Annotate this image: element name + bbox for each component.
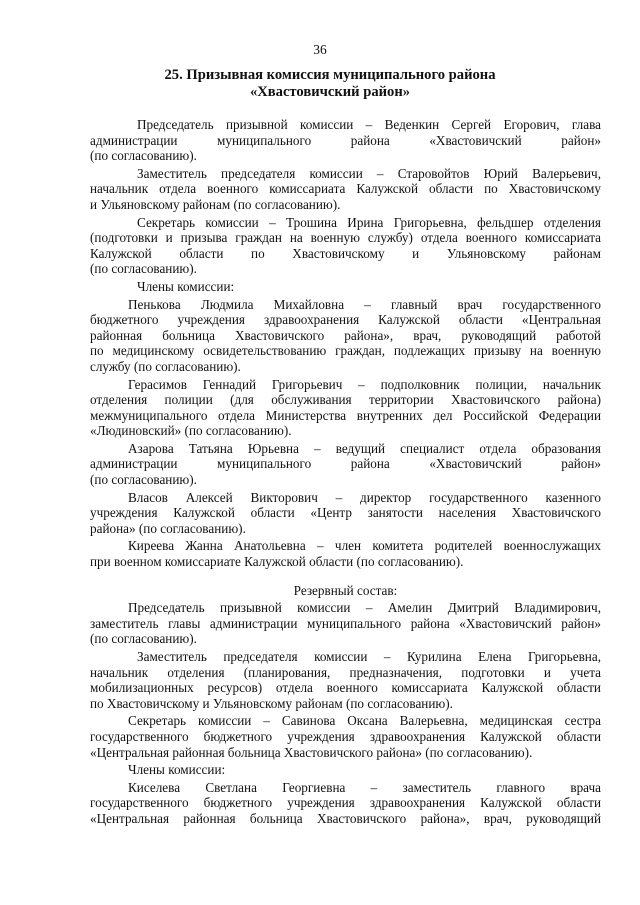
text-line: отделения полиции (для обслуживания территории Хвастовичского района) <box>90 392 601 408</box>
text-line: и Ульяновскому районам (по согласованию). <box>90 196 341 212</box>
reserve-chairman-paragraph <box>90 600 601 647</box>
deputy-paragraph <box>90 166 601 213</box>
text-line: по медицинскому освидетельствованию граждан, подлежащих призыву на военную <box>90 343 601 359</box>
text-line: по Хвастовичскому и Ульяновскому районам (по согласованию). <box>90 695 453 711</box>
section-title <box>60 67 600 101</box>
text-line: мобилизационных ресурсов) отдела военного комиссариата Калужской области <box>90 680 601 696</box>
member-paragraph <box>90 538 601 569</box>
text-line: учреждения Калужской области «Центр занятости населения Хвастовичского <box>90 505 601 521</box>
text-line: Киреева Жанна Анатольевна – член комитета родителей военнослужащих <box>128 538 601 554</box>
text-line: (по согласованию). <box>90 148 197 164</box>
document-body <box>90 117 601 829</box>
text-line: при военном комиссариате Калужской области (по согласованию). <box>90 554 464 570</box>
text-line: «Центральная районная больница Хвастовичского района» (по согласованию). <box>90 744 533 760</box>
text-line: «Людиновский» (по согласованию). <box>90 423 292 439</box>
text-line: администрации муниципального района «Хвастовичский район» <box>90 456 601 472</box>
text-line: районная больница Хвастовичского района», врач, руководящий работой <box>90 327 601 343</box>
text-line: государственного бюджетного учреждения здравоохранения Калужской области <box>90 728 601 744</box>
chairman-paragraph <box>90 117 601 164</box>
text-line: государственного бюджетного учреждения здравоохранения Калужской области <box>90 795 601 811</box>
reserve-secretary-paragraph <box>90 713 601 760</box>
text-line: Председатель призывной комиссии – Веденкин Сергей Егорович, глава <box>137 117 601 132</box>
text-line: начальник отдела военного комиссариата Калужской области по Хвастовичскому <box>90 181 601 197</box>
section-title-line-2: «Хвастовичский район» <box>249 84 411 100</box>
text-line: Заместитель председателя комиссии – Старовойтов Юрий Валерьевич, <box>137 165 601 181</box>
text-line: (по согласованию). <box>90 472 197 488</box>
text-line: администрации муниципального района «Хвастовичский район» <box>90 132 601 148</box>
text-line: начальник отделения (планирования, предназначения, подготовки и учета <box>90 664 601 680</box>
section-title-line-1: 25. Призывная комиссия муниципального района <box>164 67 496 83</box>
text-line: Герасимов Геннадий Григорьевич – подполковник полиции, начальник <box>128 376 601 392</box>
reserve-members-heading <box>90 762 601 778</box>
text-line: службу (по согласованию). <box>90 358 241 374</box>
text-line: Члены комиссии: <box>137 278 235 294</box>
text-line: Председатель призывной комиссии – Амелин Дмитрий Владимирович, <box>128 600 601 616</box>
text-line: района» (по согласованию). <box>90 520 246 536</box>
text-line: Члены комиссии: <box>128 762 226 778</box>
member-paragraph <box>90 297 601 375</box>
member-paragraph <box>90 377 601 439</box>
text-line: (подготовки и призыва граждан на военную службу) отдела военного комиссариата <box>90 230 601 246</box>
reserve-deputy-paragraph <box>90 649 601 711</box>
text-line: Азарова Татьяна Юрьевна – ведущий специалист отдела образования <box>128 440 601 456</box>
text-line: Заместитель председателя комиссии – Курилина Елена Григорьевна, <box>137 649 601 664</box>
text-line: бюджетного учреждения здравоохранения Калужской области «Центральная <box>90 312 601 328</box>
text-line: «Центральная районная больница Хвастовичского района», врач, руководящий <box>90 810 601 826</box>
member-paragraph <box>90 441 601 488</box>
text-line: заместитель главы администрации муниципального района «Хвастовичский район» <box>90 615 601 631</box>
text-line: Резервный состав: <box>293 582 398 598</box>
reserve-heading <box>90 583 601 599</box>
text-line: Власов Алексей Викторович – директор государственного казенного <box>128 489 601 505</box>
member-paragraph <box>90 490 601 537</box>
text-line: (по согласованию). <box>90 631 197 647</box>
text-line: Киселева Светлана Георгиевна – заместитель главного врача <box>128 779 601 795</box>
members-heading <box>90 279 601 295</box>
reserve-member-paragraph <box>90 780 601 827</box>
secretary-paragraph <box>90 215 601 277</box>
text-line: межмуниципального отдела Министерства внутренних дел Российской Федерации <box>90 407 601 423</box>
text-line: (по согласованию). <box>90 261 197 277</box>
text-line: Пенькова Людмила Михайловна – главный врач государственного <box>128 296 601 312</box>
text-line: Секретарь комиссии – Савинова Оксана Валерьевна, медицинская сестра <box>128 713 601 729</box>
page-number: 36 <box>313 42 327 57</box>
text-line: Секретарь комиссии – Трошина Ирина Григорьевна, фельдшер отделения <box>137 214 601 230</box>
text-line: Калужской области по Хвастовичскому и Ульяновскому районам <box>90 245 601 261</box>
